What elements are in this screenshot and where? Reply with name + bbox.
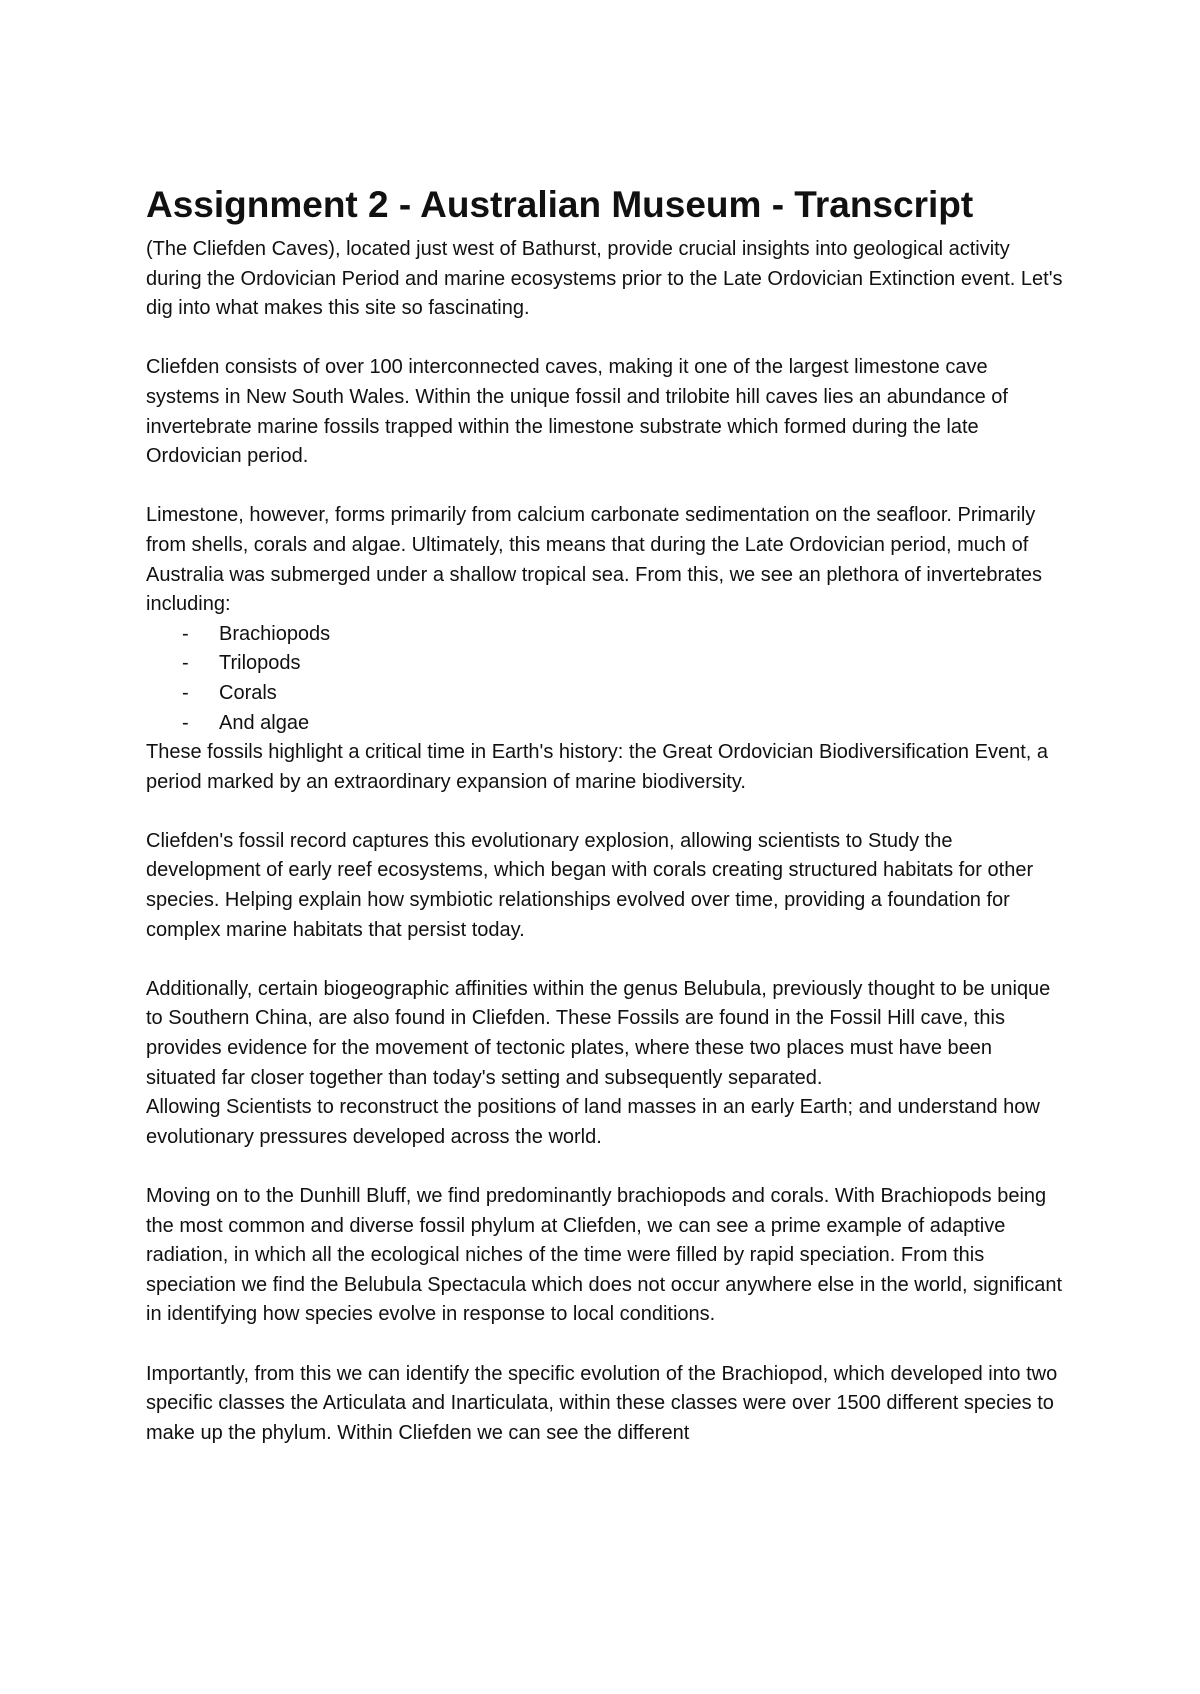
list-dash: - [182, 652, 189, 675]
list-dash: - [182, 622, 189, 645]
paragraph-land-masses: Allowing Scientists to reconstruct the positions of land masses in an early Earth; and understand how evolutionary pressures developed across the world. [146, 1096, 1040, 1148]
document-title: Assignment 2 - Australian Museum - Transcript [146, 184, 974, 225]
paragraph-intro: (The Cliefden Caves), located just west of Bathurst, provide crucial insights into geological activity during the Ordovician Period and marine ecosystems prior to the Late Ordovician Extinction event. Let's dig into what makes this site so fascinating. [146, 238, 1063, 320]
list-dash: - [182, 711, 189, 734]
list-item [146, 649, 1066, 679]
list-item [146, 620, 1066, 650]
paragraph-biodiversification: These fossils highlight a critical time in Earth's history: the Great Ordovician Biodiversification Event, a period marked by an extraordinary expansion of marine biodiversity. [146, 741, 1048, 793]
paragraph-belubula: Additionally, certain biogeographic affinities within the genus Belubula, previously thought to be unique to Southern China, are also found in Cliefden. These Fossils are found in the Fossil Hill cave, this provides evidence for the movement of tectonic plates, where these two places must have been situated far closer together than today's setting and subsequently separated. [146, 977, 1051, 1089]
list-item-label: Brachiopods [219, 622, 331, 645]
list-item-label: And algae [219, 711, 310, 734]
paragraph-spacer [146, 1152, 1066, 1182]
paragraph-spacer [146, 1330, 1066, 1360]
list-item-label: Trilopods [219, 652, 301, 675]
list-dash: - [182, 681, 189, 704]
list-item-label: Corals [219, 681, 277, 704]
paragraph-spacer [146, 472, 1066, 502]
paragraph-cave-systems: Cliefden consists of over 100 interconnected caves, making it one of the largest limestone cave systems in New South Wales. Within the unique fossil and trilobite hill caves lies an abundance of invertebrate marine fossils trapped within the limestone substrate which formed during the late Ordovician period. [146, 356, 1008, 468]
paragraph-spacer [146, 945, 1066, 975]
document-page [146, 183, 1066, 1448]
paragraph-spacer [146, 797, 1066, 827]
paragraph-spacer [146, 324, 1066, 354]
paragraph-dunhill-bluff: Moving on to the Dunhill Bluff, we find predominantly brachiopods and corals. With Brachiopods being the most common and diverse fossil phylum at Cliefden, we can see a prime example of adaptive radiation, in which all the ecological niches of the time were filled by rapid speciation. From this speciation we find the Belubula Spectacula which does not occur anywhere else in the world, significant in identifying how species evolve in response to local conditions. [146, 1185, 1063, 1326]
invertebrate-list [146, 620, 1066, 738]
list-item [146, 679, 1066, 709]
paragraph-brachiopod-evolution: Importantly, from this we can identify the specific evolution of the Brachiopod, which developed into two specific classes the Articulata and Inarticulata, within these classes were over 1500 different species to make up the phylum. Within Cliefden we can see the different [146, 1362, 1058, 1444]
paragraph-fossil-record: Cliefden's fossil record captures this evolutionary explosion, allowing scientists to Study the development of early reef ecosystems, which began with corals creating structured habitats for other species. Helping explain how symbiotic relationships evolved over time, providing a foundation for complex marine habitats that persist today. [146, 829, 1034, 941]
list-item [146, 709, 1066, 739]
paragraph-limestone: Limestone, however, forms primarily from calcium carbonate sedimentation on the seafloor. Primarily from shells, corals and algae. Ultimately, this means that during the Late Ordovician period, much of Australia was submerged under a shallow tropical sea. From this, we see an plethora of invertebrates including: [146, 504, 1043, 616]
